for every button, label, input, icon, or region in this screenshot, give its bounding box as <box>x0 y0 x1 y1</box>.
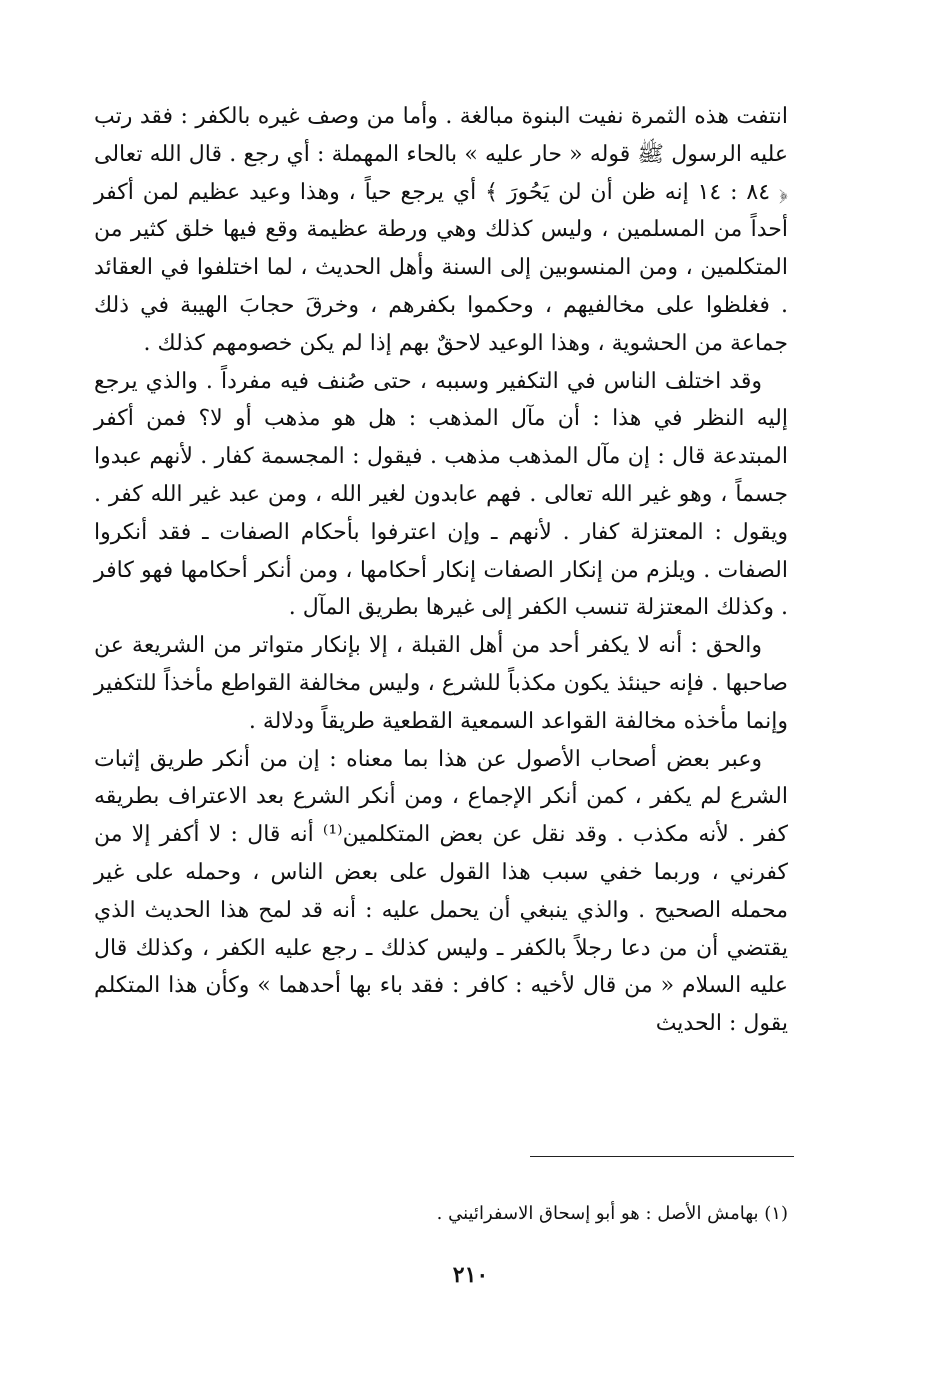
paragraph-3: والحق : أنه لا يكفر أحد من أهل القبلة ، إلا بإنكار متواتر من الشريعة عن صاحبها . فإنه حينئذ يكون مكذباً للشرع ، وليس مخالفة القواطع مأخذاً للتكفير وإنما مأخذه مخالفة القواعد السمعية القطعية طريقاً ودلالة . <box>94 633 788 734</box>
page-number: ٢١٠ <box>452 1262 489 1288</box>
paragraph-4: وعبر بعض أصحاب الأصول عن هذا بما معناه : إن من أنكر طريق إثبات الشرع لم يكفر ، كمن أنكر الإجماع ، ومن أنكر الشرع بعد الاعتراف بطريقه كفر . لأنه مكذب . وقد نقل عن بعض المتكلمين⁽¹⁾ أنه قال : لا أكفر إلا من كفرني ، وربما خفي سبب هذا القول على بعض الناس ، وحمله على غير محمله الصحيح . والذي ينبغي أن يحمل عليه : أنه قد لمح هذا الحديث الذي يقتضي أن من دعا رجلاً بالكفر ـ وليس كذلك ـ رجع عليه الكفر ، وكذلك قال عليه السلام « من قال لأخيه : كافر : فقد باء بها أحدهما » وكأن هذا المتكلم يقول : الحديث <box>94 746 789 1037</box>
main-text <box>94 98 788 1043</box>
paragraph-2: وقد اختلف الناس في التكفير وسببه ، حتى صُنف فيه مفرداً . والذي يرجع إليه النظر في هذا : أن مآل المذهب : هل هو مذهب أو لا؟ فمن أكفر المبتدعة قال : إن مآل المذهب مذهب . فيقول : المجسمة كفار . لأنهم عبدوا جسماً ، وهو غير الله تعالى . فهم عابدون لغير الله ، ومن عبد غير الله كفر . ويقول : المعتزلة كفار . لأنهم ـ وإن اعترفوا بأحكام الصفات ـ فقد أنكروا الصفات . ويلزم من إنكار الصفات إنكار أحكامها ، ومن أنكر أحكامها فهو كافر . وكذلك المعتزلة تنسب الكفر إلى غيرها بطريق المآل . <box>94 368 788 621</box>
paragraph-1: انتفت هذه الثمرة نفيت البنوة مبالغة . وأما من وصف غيره بالكفر : فقد رتب عليه الرسول ﷺ قوله « حار عليه » بالحاء المهملة : أي رجع . قال الله تعالى ﴿ ٨٤ : ١٤ إنه ظن أن لن يَحُورَ ﴾ أي يرجع حياً ، وهذا وعيد عظيم لمن أكفر أحداً من المسلمين ، وليس كذلك وهي ورطة عظيمة وقع فيها خلق كثير من المتكلمين ، ومن المنسوبين إلى السنة وأهل الحديث ، لما اختلفوا في العقائد . فغلظوا على مخالفيهم ، وحكموا بكفرهم ، وخرقَ حجابَ الهيبة في ذلك جماعة من الحشوية ، وهذا الوعيد لاحقٌ بهم إذا لم يكن خصومهم كذلك . <box>94 104 788 356</box>
footnote: (١) بهامش الأصل : هو أبو إسحاق الاسفرائيني . <box>436 1203 788 1224</box>
footnote-divider <box>530 1156 794 1157</box>
